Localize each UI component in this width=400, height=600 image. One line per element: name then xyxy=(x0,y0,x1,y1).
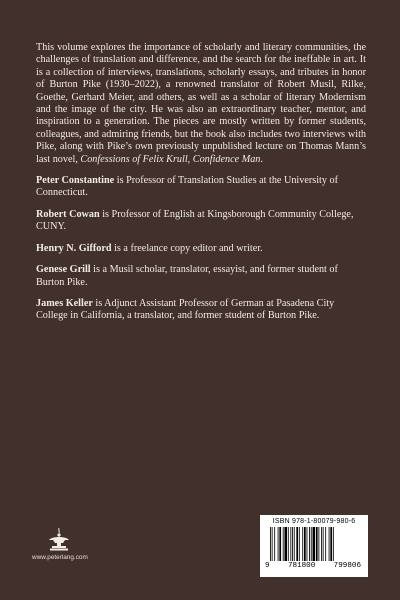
barcode-bar xyxy=(296,527,298,561)
barcode-bar xyxy=(329,527,330,561)
book-title-reference: Confessions of Felix Krull, Confidence Man xyxy=(80,153,261,165)
contributor-description: is Professor of Translation Studies at the University of Connecticut. xyxy=(36,175,339,199)
contributor-description: is Professor of English at Kingsborough Community College, CUNY. xyxy=(36,208,354,233)
barcode-bar xyxy=(288,527,289,561)
barcode-bar xyxy=(309,527,310,561)
book-description xyxy=(36,42,366,166)
barcode-bar xyxy=(323,527,324,561)
contributor-name: Henry N. Gifford xyxy=(36,242,112,254)
barcode-bar xyxy=(311,527,312,561)
contributor-bio xyxy=(36,243,366,255)
barcode-bar xyxy=(299,527,300,561)
barcode-bar xyxy=(294,527,295,561)
peter-lang-lamp-logo-icon xyxy=(45,526,73,552)
barcode-bar xyxy=(307,527,308,561)
barcode-bar xyxy=(333,527,334,561)
contributor-name: Genese Grill xyxy=(36,264,91,276)
contributor-bio xyxy=(36,264,366,289)
barcode-digit-group: 9 xyxy=(265,562,270,570)
barcode-digit-group: 781800 xyxy=(287,562,316,570)
barcode-bar xyxy=(290,527,291,561)
contributor-description: is a freelance copy editor and writer. xyxy=(111,242,263,254)
barcode-bar xyxy=(313,527,316,561)
barcode-digit-group: 799806 xyxy=(333,562,361,570)
barcode-digits xyxy=(260,562,368,570)
isbn-label: ISBN 978-1-80079-980-6 xyxy=(272,518,356,525)
isbn-barcode xyxy=(260,515,368,577)
barcode-bar xyxy=(302,527,303,561)
contributor-bio xyxy=(36,175,366,200)
barcode-bar xyxy=(321,527,322,561)
description-text: This volume explores the importance of scholarly and literary communities, the challenges of translation and difference, and the search for the ineffable in art. It is a collection of interviews, translations, scholarly essays, and tributes in honor of Burton Pike (1930–2022), a renowned translator of Robert Musil, Rilke, Goethe, Gerhard Meier, and others, as well as a scholar of literary Modernism and the image of the city. He was also an extraordinary teacher, mentor, and inspiration to a generation. The pieces are mostly written by former students, colleagues, and admiring friends, but the book also includes two interviews with Pike, along with Pike’s own previously unpublished lecture on Thomas Mann’s last novel, xyxy=(36,42,366,165)
barcode-bar xyxy=(278,527,279,561)
barcode-bar xyxy=(292,527,293,561)
barcode-bar xyxy=(318,527,319,561)
barcode-bar xyxy=(274,527,275,561)
barcode-bar xyxy=(270,527,271,561)
contributor-description: is Adjunct Assistant Professor of German at Pasadena City College in California, a translator, and former student of Burton Pike. xyxy=(36,297,335,322)
contributor-bio xyxy=(36,298,366,323)
contributor-name: James Keller xyxy=(36,297,93,309)
barcode-bar xyxy=(330,527,332,561)
contributor-name: Peter Constantine xyxy=(36,175,115,187)
publisher-url: www.peterlang.com xyxy=(32,554,88,561)
contributor-name: Robert Cowan xyxy=(36,208,100,220)
contributor-description: is a Musil scholar, translator, essayist, and former student of Burton Pike. xyxy=(36,264,338,288)
description-end: . xyxy=(260,153,263,165)
barcode-bar xyxy=(325,527,326,561)
barcode-bars xyxy=(268,527,360,561)
publisher-block xyxy=(32,526,86,561)
barcode-bar xyxy=(304,527,306,561)
barcode-bar xyxy=(316,527,318,561)
barcode-bar xyxy=(283,527,284,561)
contributor-bio xyxy=(36,209,366,234)
back-cover-text xyxy=(36,42,366,332)
barcode-bar xyxy=(284,527,287,561)
barcode-bar xyxy=(272,527,273,561)
barcode-bar xyxy=(279,527,281,561)
